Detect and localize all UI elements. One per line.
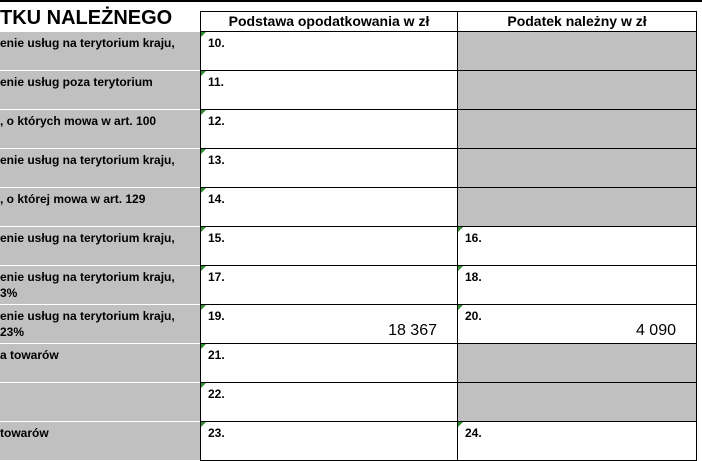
row-label <box>0 227 201 266</box>
form-row <box>0 188 702 227</box>
top-border <box>0 0 702 2</box>
base-amount-field[interactable] <box>200 188 458 227</box>
form-row <box>0 32 702 71</box>
field-number: 19. <box>208 309 225 323</box>
field-marker-icon <box>201 266 206 271</box>
base-amount-field[interactable] <box>200 149 458 188</box>
row-label-line1: enie usług poza terytorium <box>0 75 153 89</box>
tax-amount-field[interactable] <box>457 266 697 305</box>
field-number: 23. <box>208 426 225 440</box>
row-label <box>0 71 201 110</box>
field-marker-icon <box>201 110 206 115</box>
field-number: 14. <box>208 192 225 206</box>
base-amount-field[interactable] <box>200 227 458 266</box>
field-marker-icon <box>458 422 463 427</box>
tax-amount-value: 4 090 <box>635 322 676 339</box>
row-label <box>0 32 201 71</box>
form-row <box>0 305 702 344</box>
tax-amount-disabled <box>457 110 697 149</box>
row-label <box>0 149 201 188</box>
column-header-tax: Podatek należny w zł <box>457 11 697 32</box>
base-amount-field[interactable] <box>200 305 458 344</box>
row-label-line1: enie usług na terytorium kraju, <box>0 270 175 284</box>
field-marker-icon <box>458 227 463 232</box>
form-row <box>0 266 702 305</box>
field-number: 11. <box>208 75 225 89</box>
row-label-line1: towarów <box>0 426 49 440</box>
field-marker-icon <box>201 383 206 388</box>
form-row <box>0 149 702 188</box>
field-number: 20. <box>465 309 482 323</box>
form-row <box>0 110 702 149</box>
field-number: 21. <box>208 348 225 362</box>
row-label-line2: 3% <box>0 286 18 300</box>
row-label <box>0 422 201 461</box>
tax-amount-disabled <box>457 32 697 71</box>
tax-amount-field[interactable] <box>457 422 697 461</box>
base-amount-field[interactable] <box>200 422 458 461</box>
row-label <box>0 344 201 383</box>
form-row <box>0 71 702 110</box>
field-number: 16. <box>465 231 482 245</box>
field-number: 13. <box>208 153 225 167</box>
row-label <box>0 110 201 149</box>
base-amount-field[interactable] <box>200 71 458 110</box>
base-amount-value: 18 367 <box>388 322 437 339</box>
base-amount-field[interactable] <box>200 266 458 305</box>
tax-amount-disabled <box>457 188 697 227</box>
field-marker-icon <box>201 422 206 427</box>
row-label <box>0 188 201 227</box>
row-label-line1: enie usług na terytorium kraju, <box>0 231 175 245</box>
row-label <box>0 305 201 344</box>
base-amount-field[interactable] <box>200 32 458 71</box>
row-label-line1: enie usług na terytorium kraju, <box>0 153 175 167</box>
field-marker-icon <box>201 149 206 154</box>
base-amount-field[interactable] <box>200 344 458 383</box>
row-label <box>0 383 201 422</box>
tax-amount-disabled <box>457 71 697 110</box>
form-row <box>0 227 702 266</box>
column-header-base: Podstawa opodatkowania w zł <box>200 11 458 32</box>
field-marker-icon <box>201 305 206 310</box>
row-label-line2: 23% <box>0 325 25 339</box>
field-number: 12. <box>208 114 225 128</box>
field-marker-icon <box>458 305 463 310</box>
form-row <box>0 383 702 422</box>
row-label <box>0 266 201 305</box>
field-marker-icon <box>201 227 206 232</box>
field-number: 10. <box>208 36 225 50</box>
tax-amount-field[interactable] <box>457 227 697 266</box>
field-number: 17. <box>208 270 225 284</box>
base-amount-field[interactable] <box>200 383 458 422</box>
field-marker-icon <box>201 188 206 193</box>
field-marker-icon <box>201 32 206 37</box>
form-row <box>0 344 702 383</box>
tax-amount-disabled <box>457 383 697 422</box>
form-row <box>0 422 702 461</box>
row-label-line1: enie usług na terytorium kraju, <box>0 309 175 323</box>
field-marker-icon <box>201 71 206 76</box>
row-label-line1: , o których mowa w art. 100 <box>0 114 157 128</box>
row-label-line1: a towarów <box>0 348 59 362</box>
row-label-line1: , o której mowa w art. 129 <box>0 192 146 206</box>
base-amount-field[interactable] <box>200 110 458 149</box>
field-marker-icon <box>201 344 206 349</box>
row-label-line1: enie usług na terytorium kraju, <box>0 36 175 50</box>
tax-amount-field[interactable] <box>457 305 697 344</box>
tax-amount-disabled <box>457 344 697 383</box>
field-number: 22. <box>208 387 225 401</box>
field-number: 15. <box>208 231 225 245</box>
tax-amount-disabled <box>457 149 697 188</box>
section-title: TKU NALEŻNEGO <box>0 7 173 29</box>
field-number: 24. <box>465 426 482 440</box>
field-number: 18. <box>465 270 482 284</box>
field-marker-icon <box>458 266 463 271</box>
